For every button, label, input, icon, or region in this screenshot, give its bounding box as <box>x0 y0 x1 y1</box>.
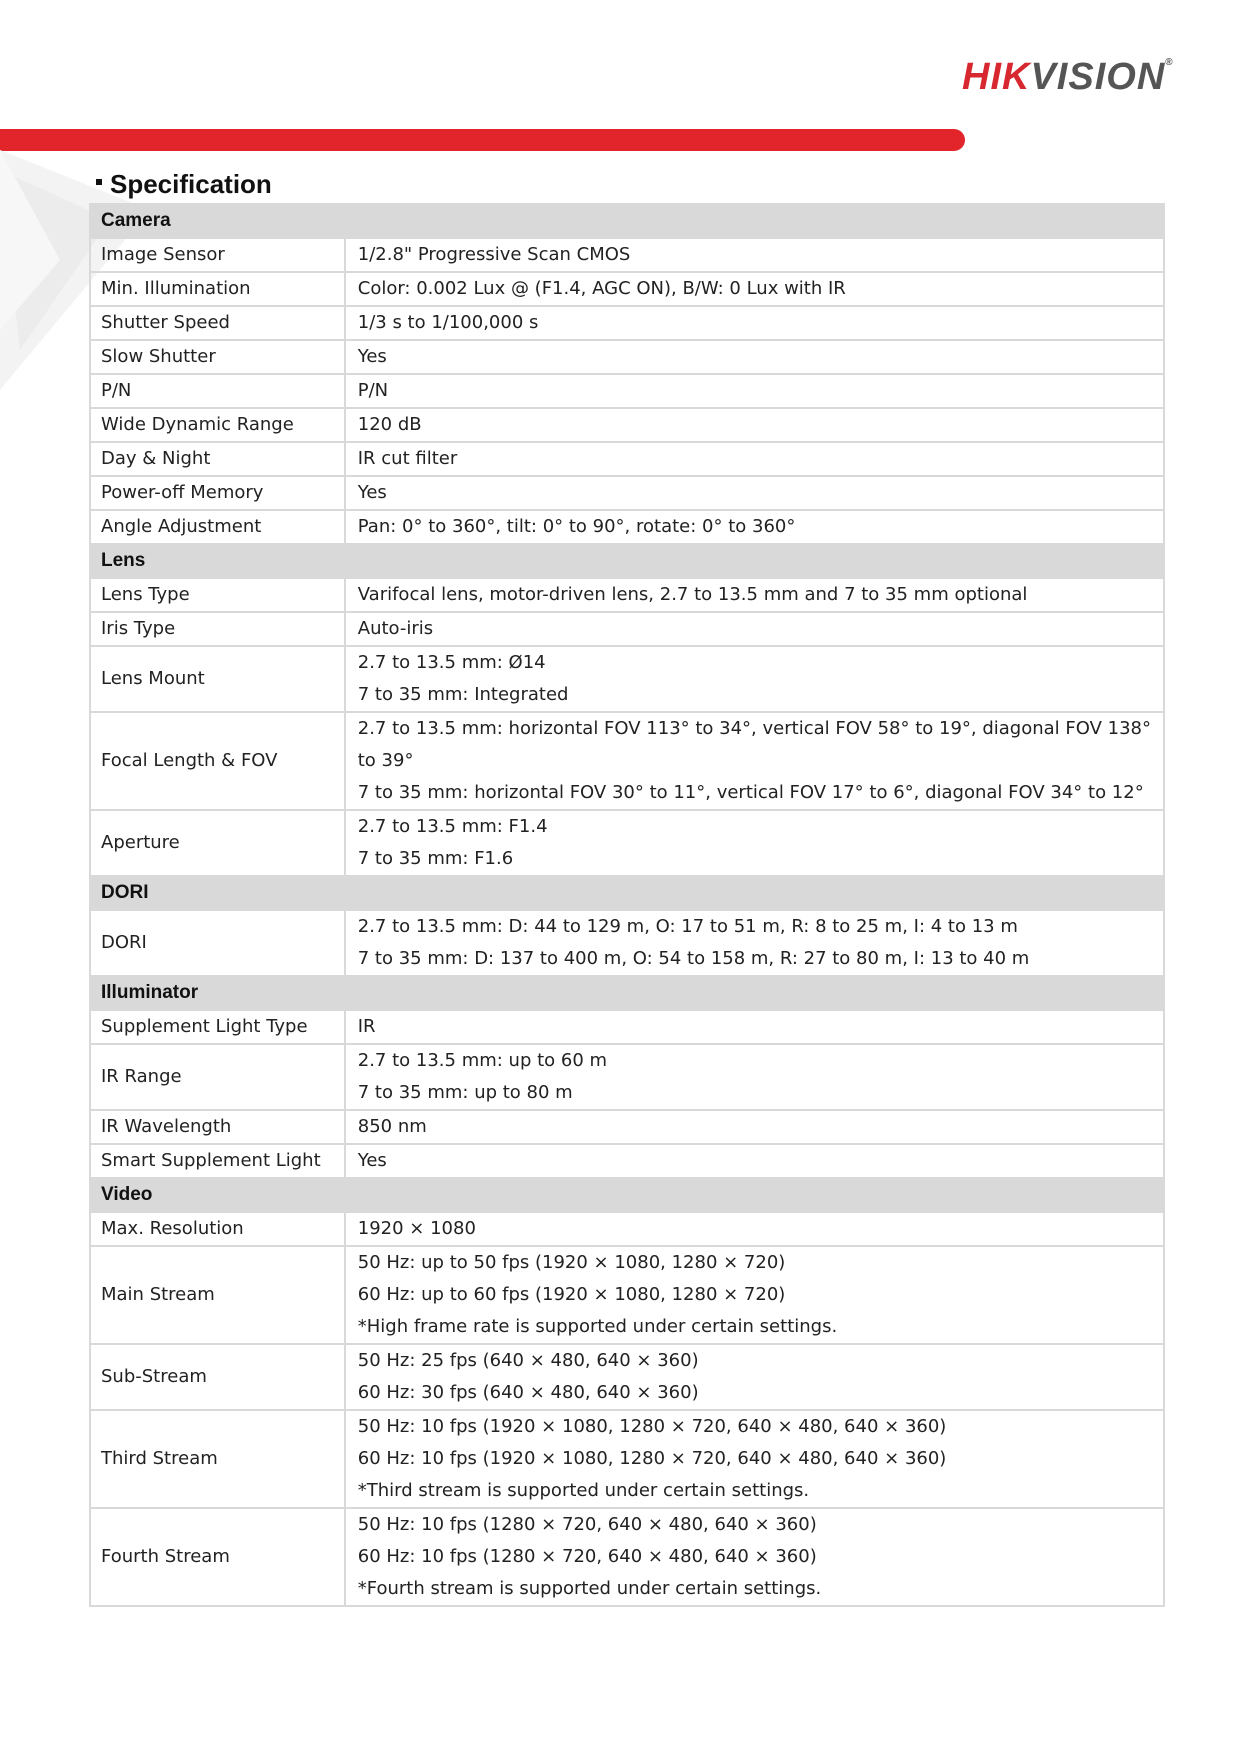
spec-value <box>345 1508 1164 1606</box>
spec-key <box>90 1508 345 1606</box>
spec-value-line: 60 Hz: up to 60 fps (1920 × 1080, 1280 × 720) <box>357 1284 786 1305</box>
specification-table-body <box>90 204 1164 1606</box>
spec-key <box>90 1212 345 1246</box>
spec-key-text: Power-off Memory <box>101 482 264 503</box>
spec-value-line: *Third stream is supported under certain settings. <box>357 1480 810 1501</box>
spec-key-text: Shutter Speed <box>101 312 230 333</box>
spec-key <box>90 1246 345 1344</box>
section-title: Lens <box>90 544 1164 578</box>
page-title <box>96 169 272 200</box>
section-header-row <box>90 876 1164 910</box>
spec-value-line: 2.7 to 13.5 mm: Ø14 <box>357 652 546 673</box>
table-row <box>90 1212 1164 1246</box>
spec-value-line: Pan: 0° to 360°, tilt: 0° to 90°, rotate: 0° to 360° <box>357 516 796 537</box>
table-row <box>90 810 1164 876</box>
spec-key <box>90 238 345 272</box>
spec-value-line: 7 to 35 mm: horizontal FOV 30° to 11°, vertical FOV 17° to 6°, diagonal FOV 34° to 12° <box>357 782 1144 803</box>
spec-key <box>90 510 345 544</box>
spec-value-line: *Fourth stream is supported under certain settings. <box>357 1578 822 1599</box>
spec-value <box>345 646 1164 712</box>
table-row <box>90 1344 1164 1410</box>
spec-value <box>345 810 1164 876</box>
spec-key-text: Image Sensor <box>101 244 225 265</box>
spec-value <box>345 578 1164 612</box>
spec-key-text: IR Wavelength <box>101 1116 232 1137</box>
section-title: DORI <box>90 876 1164 910</box>
spec-value-line: Yes <box>357 346 387 367</box>
section-header-row <box>90 204 1164 238</box>
spec-key <box>90 408 345 442</box>
table-row <box>90 1110 1164 1144</box>
spec-key-text: Lens Type <box>101 584 190 605</box>
logo-gray-text: VISION <box>1030 56 1166 98</box>
table-row <box>90 272 1164 306</box>
spec-key <box>90 712 345 810</box>
spec-key <box>90 1144 345 1178</box>
spec-value <box>345 1344 1164 1410</box>
spec-value-line: 50 Hz: up to 50 fps (1920 × 1080, 1280 × 720) <box>357 1252 786 1273</box>
table-row <box>90 612 1164 646</box>
spec-value <box>345 374 1164 408</box>
spec-key-text: Slow Shutter <box>101 346 216 367</box>
table-row <box>90 306 1164 340</box>
spec-value-line: P/N <box>357 380 389 401</box>
table-row <box>90 1144 1164 1178</box>
spec-value-line: 1920 × 1080 <box>357 1218 476 1239</box>
table-row <box>90 646 1164 712</box>
spec-key <box>90 1044 345 1110</box>
table-row <box>90 1044 1164 1110</box>
spec-key-text: Fourth Stream <box>101 1546 230 1567</box>
spec-key-text: Iris Type <box>101 618 176 639</box>
spec-key-text: Lens Mount <box>101 668 205 689</box>
spec-value-line: 1/2.8" Progressive Scan CMOS <box>357 244 631 265</box>
spec-key <box>90 1010 345 1044</box>
table-row <box>90 238 1164 272</box>
spec-value <box>345 306 1164 340</box>
spec-key-text: Third Stream <box>101 1448 218 1469</box>
spec-value <box>345 272 1164 306</box>
spec-value-line: 60 Hz: 10 fps (1920 × 1080, 1280 × 720, 640 × 480, 640 × 360) <box>357 1448 947 1469</box>
spec-key-text: Max. Resolution <box>101 1218 244 1239</box>
spec-key <box>90 340 345 374</box>
spec-key-text: Wide Dynamic Range <box>101 414 294 435</box>
spec-value-line: Yes <box>357 482 387 503</box>
spec-key <box>90 646 345 712</box>
spec-key-text: Supplement Light Type <box>101 1016 308 1037</box>
table-row <box>90 510 1164 544</box>
spec-value-line: 850 nm <box>357 1116 427 1137</box>
table-row <box>90 1410 1164 1508</box>
spec-value <box>345 340 1164 374</box>
spec-key <box>90 910 345 976</box>
spec-key-text: Min. Illumination <box>101 278 251 299</box>
spec-value <box>345 1144 1164 1178</box>
spec-value-line: Yes <box>357 1150 387 1171</box>
spec-key <box>90 1410 345 1508</box>
table-row <box>90 910 1164 976</box>
spec-value-line: *High frame rate is supported under certain settings. <box>357 1316 838 1337</box>
spec-key <box>90 476 345 510</box>
spec-value-line: 7 to 35 mm: F1.6 <box>357 848 514 869</box>
spec-value-line: 50 Hz: 10 fps (1280 × 720, 640 × 480, 640 × 360) <box>357 1514 817 1535</box>
spec-value-line: Auto-iris <box>357 618 434 639</box>
spec-key-text: Angle Adjustment <box>101 516 262 537</box>
title-bullet-icon <box>96 179 102 185</box>
spec-value <box>345 442 1164 476</box>
spec-value-line: 120 dB <box>357 414 422 435</box>
table-row <box>90 1508 1164 1606</box>
table-row <box>90 442 1164 476</box>
spec-value <box>345 712 1164 810</box>
spec-key-text: Day & Night <box>101 448 211 469</box>
spec-value-line: IR cut filter <box>357 448 458 469</box>
spec-key-text: Smart Supplement Light <box>101 1150 321 1171</box>
spec-key <box>90 374 345 408</box>
table-row <box>90 1010 1164 1044</box>
spec-value <box>345 510 1164 544</box>
spec-value-line: 7 to 35 mm: D: 137 to 400 m, O: 54 to 158 m, R: 27 to 80 m, I: 13 to 40 m <box>357 948 1030 969</box>
spec-value-line: 2.7 to 13.5 mm: D: 44 to 129 m, O: 17 to 51 m, R: 8 to 25 m, I: 4 to 13 m <box>357 916 1018 937</box>
spec-value-line: 60 Hz: 10 fps (1280 × 720, 640 × 480, 640 × 360) <box>357 1546 817 1567</box>
spec-key-text: Focal Length & FOV <box>101 750 278 771</box>
spec-key-text: Aperture <box>101 832 180 853</box>
spec-value-line: to 39° <box>357 750 414 771</box>
table-row <box>90 340 1164 374</box>
table-row <box>90 1246 1164 1344</box>
spec-key-text: IR Range <box>101 1066 182 1087</box>
spec-value-line: 7 to 35 mm: Integrated <box>357 684 569 705</box>
spec-value-line: Varifocal lens, motor-driven lens, 2.7 to 13.5 mm and 7 to 35 mm optional <box>357 584 1028 605</box>
spec-value <box>345 910 1164 976</box>
spec-key <box>90 810 345 876</box>
table-row <box>90 712 1164 810</box>
spec-value-line: 50 Hz: 10 fps (1920 × 1080, 1280 × 720, 640 × 480, 640 × 360) <box>357 1416 947 1437</box>
section-header-row <box>90 544 1164 578</box>
spec-value <box>345 1212 1164 1246</box>
spec-value-line: Color: 0.002 Lux @ (F1.4, AGC ON), B/W: 0 Lux with IR <box>357 278 846 299</box>
spec-value <box>345 1044 1164 1110</box>
spec-value <box>345 1246 1164 1344</box>
spec-value <box>345 238 1164 272</box>
registered-mark: ® <box>1165 57 1174 68</box>
table-row <box>90 476 1164 510</box>
spec-key <box>90 612 345 646</box>
table-row <box>90 408 1164 442</box>
section-title: Illuminator <box>90 976 1164 1010</box>
spec-key <box>90 1110 345 1144</box>
spec-key-text: DORI <box>101 932 147 953</box>
spec-value-line: 50 Hz: 25 fps (640 × 480, 640 × 360) <box>357 1350 699 1371</box>
spec-value <box>345 1110 1164 1144</box>
table-row <box>90 374 1164 408</box>
spec-value <box>345 612 1164 646</box>
spec-value <box>345 1010 1164 1044</box>
specification-table <box>89 203 1165 1607</box>
page-title-text: Specification <box>110 169 272 199</box>
hikvision-logo <box>962 58 1174 96</box>
spec-value-line: 2.7 to 13.5 mm: up to 60 m <box>357 1050 608 1071</box>
section-header-row <box>90 976 1164 1010</box>
spec-value-line: 60 Hz: 30 fps (640 × 480, 640 × 360) <box>357 1382 699 1403</box>
spec-value-line: 2.7 to 13.5 mm: horizontal FOV 113° to 34°, vertical FOV 58° to 19°, diagonal FOV 138° <box>357 718 1151 739</box>
spec-value-line: 1/3 s to 1/100,000 s <box>357 312 539 333</box>
spec-value-line: 7 to 35 mm: up to 80 m <box>357 1082 573 1103</box>
spec-value-line: 2.7 to 13.5 mm: F1.4 <box>357 816 548 837</box>
section-title: Video <box>90 1178 1164 1212</box>
spec-value-line: IR <box>357 1016 376 1037</box>
spec-key <box>90 272 345 306</box>
logo-red-text: HIK <box>962 56 1031 98</box>
table-row <box>90 578 1164 612</box>
spec-key-text: Sub-Stream <box>101 1366 207 1387</box>
spec-key <box>90 1344 345 1410</box>
spec-value <box>345 476 1164 510</box>
spec-key-text: P/N <box>101 380 132 401</box>
spec-key-text: Main Stream <box>101 1284 215 1305</box>
spec-key <box>90 306 345 340</box>
header-red-bar <box>0 129 965 151</box>
spec-key <box>90 578 345 612</box>
section-title: Camera <box>90 204 1164 238</box>
spec-value <box>345 1410 1164 1508</box>
spec-key <box>90 442 345 476</box>
section-header-row <box>90 1178 1164 1212</box>
spec-value <box>345 408 1164 442</box>
